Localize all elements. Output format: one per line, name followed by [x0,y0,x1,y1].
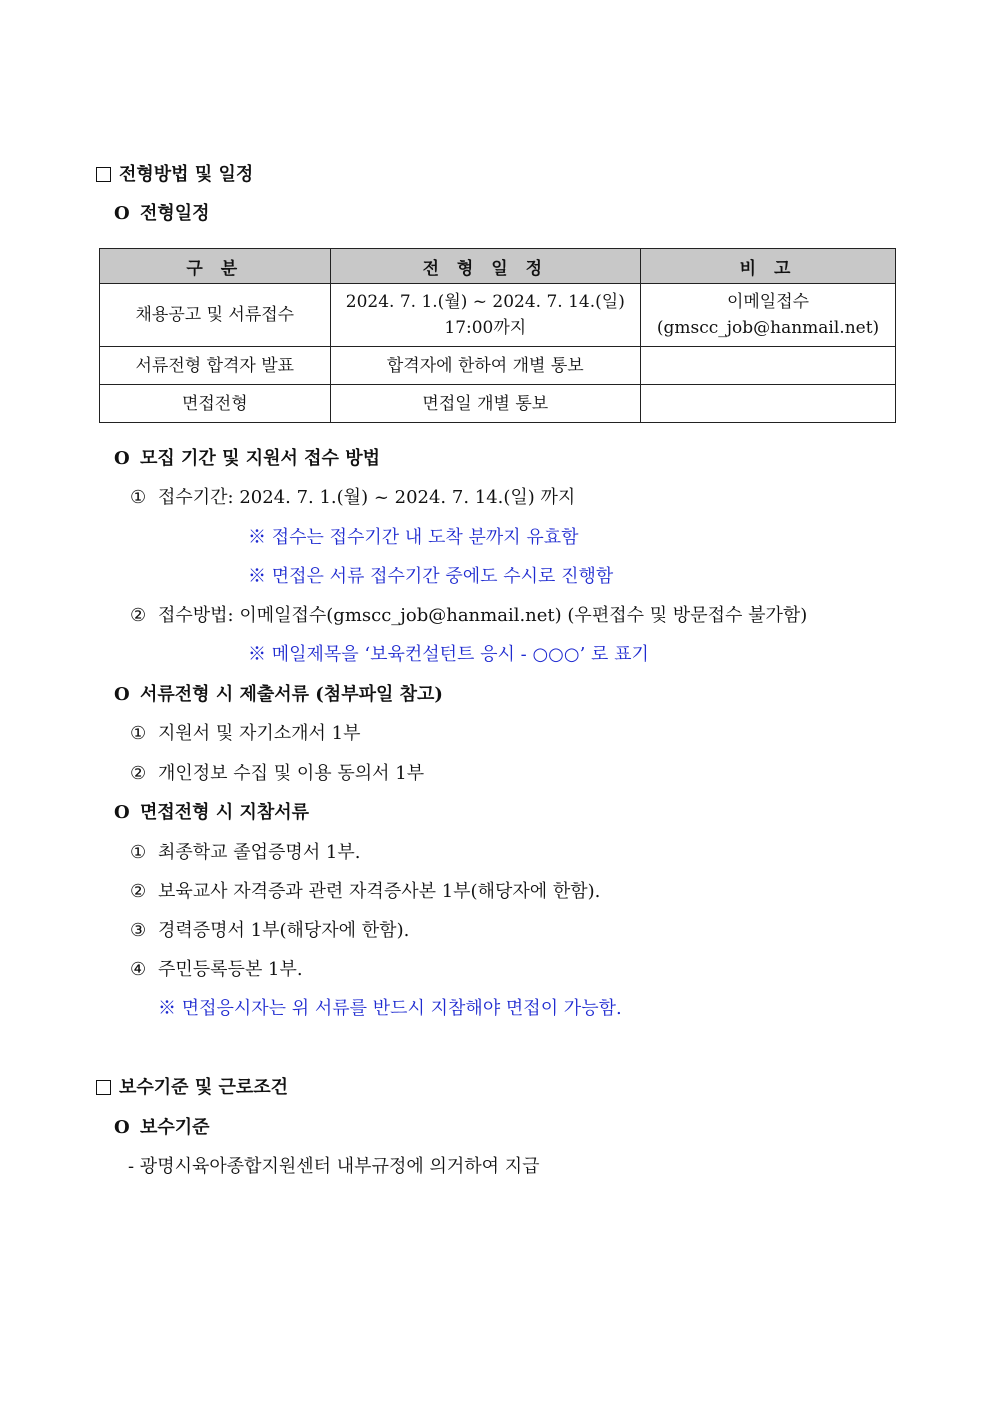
table-row [100,347,896,385]
subheading-pay-standard: O 보수기준 [114,1117,210,1138]
table-cell-note [641,385,896,423]
subheading-application: O 모집 기간 및 지원서 접수 방법 [114,448,380,469]
table-cell-category: 서류전형 합격자 발표 [100,347,331,385]
item-number: ② [130,881,147,902]
note-text: ※ 메일제목을 ‘보육컨설턴트 응시 - ○○○’ 로 표기 [248,644,649,665]
table-header-row [100,249,896,284]
circle-bullet-icon: O [114,802,130,823]
item-number: ② [130,605,147,626]
note-line: (gmscc_job@hanmail.net) [656,318,880,338]
list-item: ① 지원서 및 자기소개서 1부 [130,723,361,744]
circle-bullet-icon: O [114,448,130,469]
circle-bullet-icon: O [114,203,130,224]
list-item: ① 최종학교 졸업증명서 1부. [130,842,361,863]
note-line: 이메일접수 [726,292,810,312]
table-cell-note [641,347,896,385]
list-item: ② 접수방법: 이메일접수(gmscc_job@hanmail.net) (우편접수 및 방문접수 불가함) [130,605,808,626]
table-cell-category: 면접전형 [100,385,331,423]
schedule-table [99,248,896,423]
item-number: ③ [130,920,147,941]
subheading-interview: O 면접전형 시 지참서류 [114,802,310,823]
item-number: ① [130,723,147,744]
table-cell-category: 채용공고 및 서류접수 [100,284,331,347]
list-item: ④ 주민등록등본 1부. [130,959,303,980]
list-item: ② 개인정보 수집 및 이용 동의서 1부 [130,763,425,784]
item-number: ② [130,763,147,784]
list-item: ① 접수기간: 2024. 7. 1.(월) ~ 2024. 7. 14.(일) 까지 [130,487,576,508]
subheading-schedule: O 전형일정 [114,203,210,224]
item-number: ① [130,487,147,508]
table-cell-note [641,284,896,347]
pay-standard-text: - 광명시육아종합지원센터 내부규정에 의거하여 지급 [128,1156,540,1177]
note-text: ※ 접수는 접수기간 내 도착 분까지 유효함 [248,527,579,548]
table-row [100,385,896,423]
schedule-line: 2024. 7. 1.(월) ~ 2024. 7. 14.(일) [345,292,625,312]
table-cell-schedule: 면접일 개별 통보 [330,385,640,423]
checkbox-square-icon [96,1080,111,1095]
subheading-documents: O 서류전형 시 제출서류 (첨부파일 참고) [114,684,443,705]
list-item: ② 보육교사 자격증과 관련 자격증사본 1부(해당자에 한함). [130,881,601,902]
table-cell-schedule [330,284,640,347]
note-text: ※ 면접응시자는 위 서류를 반드시 지참해야 면접이 가능함. [158,998,622,1019]
item-number: ④ [130,959,147,980]
section-heading-selection: 전형방법 및 일정 [96,163,253,187]
table-row [100,284,896,347]
circle-bullet-icon: O [114,684,130,705]
section-heading-pay: 보수기준 및 근로조건 [96,1076,288,1100]
table-header-cell: 전 형 일 정 [330,249,640,284]
schedule-line: 17:00까지 [444,318,527,338]
table-header-cell: 구 분 [100,249,331,284]
item-number: ① [130,842,147,863]
table-cell-schedule: 합격자에 한하여 개별 통보 [330,347,640,385]
circle-bullet-icon: O [114,1117,130,1138]
list-item: ③ 경력증명서 1부(해당자에 한함). [130,920,410,941]
table-header-cell: 비 고 [641,249,896,284]
checkbox-square-icon [96,167,111,182]
note-text: ※ 면접은 서류 접수기간 중에도 수시로 진행함 [248,566,614,587]
